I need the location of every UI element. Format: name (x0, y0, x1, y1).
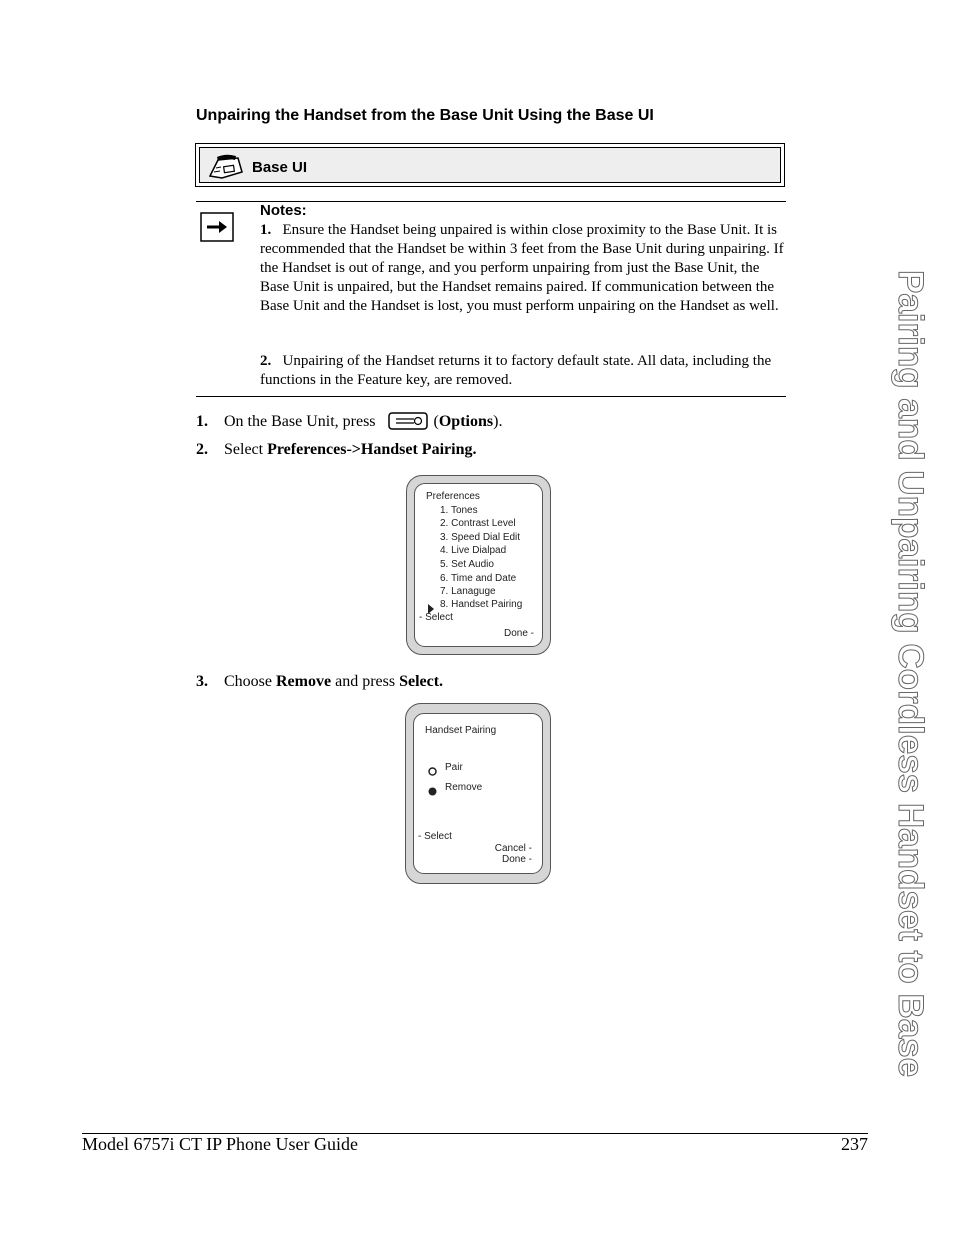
step-number: 3. (196, 673, 208, 690)
step-bold: Select. (399, 673, 444, 690)
step-number: 1. (196, 413, 208, 430)
softkey-done: Done - (501, 854, 532, 865)
menu-item: 3. Speed Dial Edit (440, 532, 521, 543)
note-text: Ensure the Handset being unpaired is within close proximity to the Base Unit. It is recommended that the Handset be within 3 feet from the Base Unit during unpairing. If the Handset is out of range, and you perform unpairing from just the Base Unit, the Base Unit is unpaired, but the Handset remains paired. If communication between the Base Unit and the Handset is lost, you must perform unpairing on the Handset as well. (260, 222, 784, 314)
step-text: ). (493, 413, 503, 430)
chapter-side-title: Pairing and Unpairing Cordless Handset to Base (891, 270, 930, 1078)
lcd-title: Preferences (426, 491, 480, 502)
section-title: Unpairing the Handset from the Base Unit Using the Base UI (196, 107, 654, 124)
step-text: On the Base Unit, press (224, 413, 376, 430)
radio-selected-icon (428, 783, 437, 801)
step-text: ( (433, 413, 439, 430)
note-number: 1. (260, 222, 272, 238)
step-1 (196, 411, 502, 436)
step-bold: Preferences->Handset Pairing. (267, 441, 477, 458)
notes-title: Notes: (260, 202, 307, 219)
menu-item: 7. Lanaguge (440, 586, 496, 597)
notes-bottom-rule (196, 396, 786, 397)
page-number: 237 (841, 1134, 868, 1154)
lcd-title: Handset Pairing (425, 725, 497, 736)
softkey-select: - Select (419, 612, 453, 623)
lcd-screen-handset-pairing (405, 703, 551, 884)
footer-title: Model 6757i CT IP Phone User Guide (82, 1134, 358, 1154)
step-number: 2. (196, 441, 208, 458)
note-item (260, 221, 785, 316)
step-text: Select (224, 441, 268, 458)
note-number: 2. (260, 353, 272, 369)
radio-unselected-icon (428, 763, 437, 781)
chapter-side-tab (870, 270, 930, 1110)
step-text: and press (331, 673, 400, 690)
options-key-icon (388, 411, 428, 436)
base-ui-label: Base UI (252, 159, 308, 176)
step-text: Choose (224, 673, 276, 690)
arrow-right-icon (200, 212, 234, 247)
note-item (260, 352, 785, 390)
menu-item: 2. Contrast Level (440, 518, 516, 529)
option-remove: Remove (445, 782, 483, 793)
option-pair: Pair (445, 762, 463, 773)
step-2 (196, 441, 476, 459)
softkey-done: Done - (503, 628, 534, 639)
menu-item-selected: 8. Handset Pairing (440, 599, 523, 610)
step-bold: Remove (276, 673, 332, 690)
menu-item: 5. Set Audio (440, 559, 494, 570)
desk-phone-icon (208, 154, 244, 185)
base-ui-banner-inner (199, 147, 781, 183)
softkey-cancel: Cancel - (494, 843, 532, 854)
note-text: Unpairing of the Handset returns it to factory default state. All data, including the functions in the Feature key, are removed. (260, 353, 772, 388)
menu-item: 4. Live Dialpad (440, 545, 507, 556)
lcd-screen-preferences (406, 475, 551, 655)
step-bold: Options (438, 413, 494, 430)
softkey-select: - Select (418, 831, 452, 842)
base-ui-banner (195, 143, 785, 187)
menu-item: 6. Time and Date (440, 573, 517, 584)
step-3 (196, 673, 443, 691)
menu-item: 1. Tones (440, 505, 478, 516)
